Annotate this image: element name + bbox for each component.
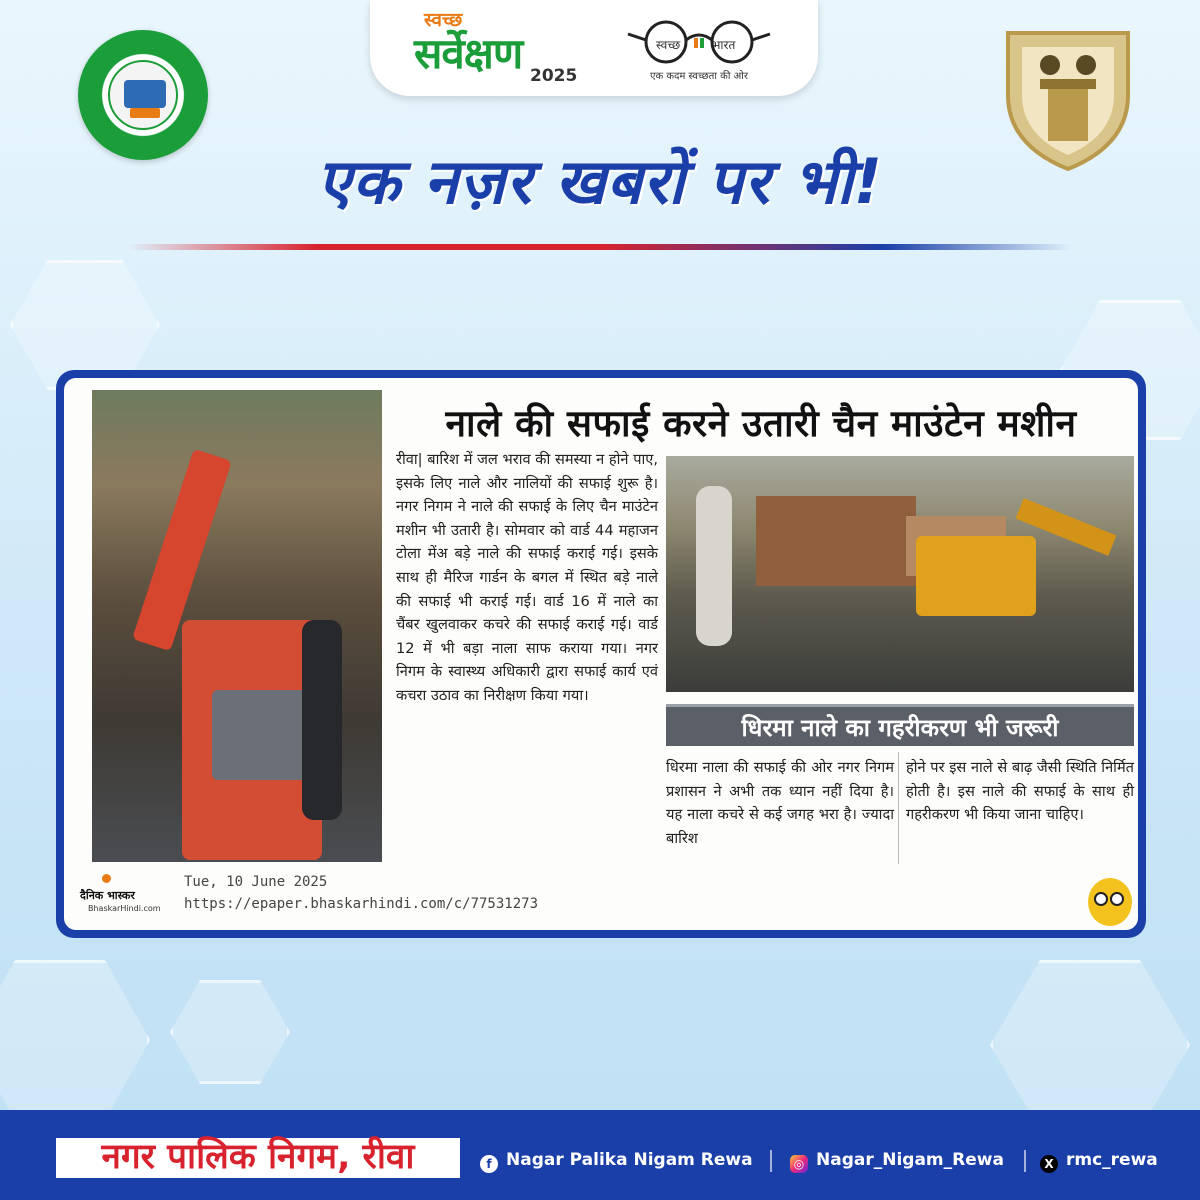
org-name: नगर पालिक निगम, रीवा: [101, 1137, 415, 1177]
swachh-survekshan-logo: [414, 2, 614, 90]
owl-mascot-icon: [1088, 878, 1132, 926]
vehicle-icon: [130, 108, 160, 118]
man-figure: [696, 486, 732, 646]
facebook-link[interactable]: [480, 1150, 753, 1173]
instagram-icon: ◎: [790, 1155, 808, 1173]
facebook-icon: f: [480, 1155, 498, 1173]
news-clipping-card: [56, 370, 1146, 938]
instagram-handle: Nagar_Nigam_Rewa: [816, 1150, 1004, 1170]
top-banner: [370, 0, 818, 96]
sarvekshan-text: सर्वेक्षण: [414, 29, 523, 78]
facebook-handle: Nagar Palika Nigam Rewa: [506, 1150, 753, 1170]
news-body: रीवा| बारिश में जल भराव की समस्या न होने पाए, इसके लिए नाले और नालियों की सफाई शुरू है। नगर निगम ने नाले की सफाई के लिए चैन माउंटेन मशीन भी उतारी है। सोमवार को वार्ड 44 महाजन टोला मेंअ बड़े नाले की सफाई कराई गई। इसके साथ ही मैरिज गार्डन के बगल में स्थित बड़े नाले की सफाई भी कराई गई। वार्ड 16 में नाले का चैंबर खुलवाकर कचरे की सफाई कराई गई। वार्ड 12 में भी बड़ा नाला साफ कराया गया। नगर निगम के स्वास्थ्य अधिकारी द्वारा सफाई कार्य एवं कचरा उठाव का निरीक्षण किया गया।: [396, 451, 658, 704]
news-column-2: होने पर इस नाले से बाढ़ जैसी स्थिति निर्मित होती है। इस नाले की सफाई के साथ ही गहरीकरण भी किया जाना चाहिए।: [906, 759, 1134, 824]
epaper-url[interactable]: https://epaper.bhaskarhindi.com/c/77531273: [184, 896, 539, 912]
footer-separator: [1024, 1150, 1026, 1172]
news-date: Tue, 10 June 2025: [184, 874, 328, 890]
swachh-bharat-logo: [620, 14, 790, 84]
seal-emblem: [108, 60, 178, 130]
x-link[interactable]: [1040, 1150, 1158, 1173]
survekshan-year: 2025: [530, 66, 578, 86]
excavator-photo: [92, 390, 382, 862]
brick-wall: [756, 496, 916, 586]
newspaper-clipping: [64, 378, 1138, 930]
news-column-1: धिरमा नाला की सफाई की ओर नगर निगम प्रशासन ने अभी तक ध्यान नहीं दिया है। यह नाला कचरे से कई जगह भरा है। ज्यादा बारिश: [666, 759, 894, 847]
dainik-bhaskar-logo: दैनिक भास्कर: [80, 889, 135, 902]
swachh-word: स्वच्छ: [656, 38, 681, 52]
bharat-word: भारत: [712, 38, 736, 52]
x-icon: X: [1040, 1155, 1058, 1173]
instagram-link[interactable]: [790, 1150, 1004, 1173]
spectacles-icon: [620, 14, 790, 64]
page-headline: एक नज़र खबरों पर भी!: [316, 145, 884, 218]
bg-hexagon: [170, 980, 290, 1084]
x-handle: rmc_rewa: [1066, 1150, 1158, 1170]
building-icon: [124, 80, 166, 108]
headline-underline: [128, 244, 1072, 250]
column-divider: [898, 752, 899, 864]
bhaskar-site: BhaskarHindi.com: [88, 904, 161, 913]
excavator-track: [302, 620, 342, 820]
bg-hexagon: [990, 960, 1190, 1130]
owl-eye-icon: [1094, 892, 1108, 906]
swachh-bharat-tagline: एक कदम स्वच्छता की ओर: [650, 71, 748, 82]
owl-eye-icon: [1110, 892, 1124, 906]
bg-hexagon: [0, 960, 150, 1120]
footer-separator: [770, 1150, 772, 1172]
excavator-cab: [212, 690, 312, 780]
bhaskar-sun-icon: [102, 874, 111, 883]
jcb-machine: [916, 536, 1036, 616]
news-title: नाले की सफाई करने उतारी चैन माउंटेन मशीन: [445, 402, 1077, 445]
news-subheading: धिरमा नाले का गहरीकरण भी जरूरी: [666, 704, 1134, 746]
swachh-small-text: स्वच्छ: [424, 9, 463, 31]
drain-cleaning-photo: [666, 456, 1134, 692]
